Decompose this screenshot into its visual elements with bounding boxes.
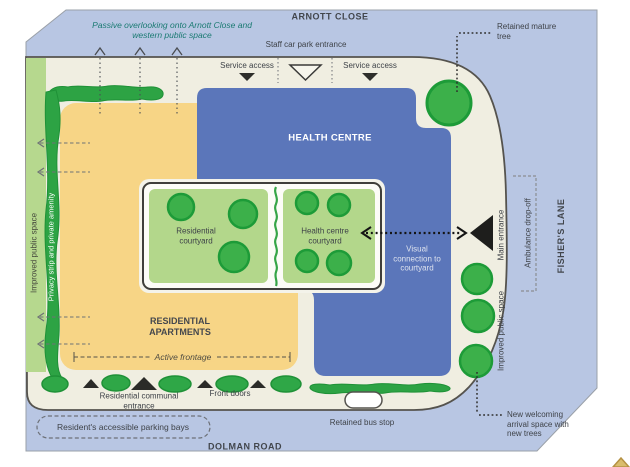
- bus-stop-layby: [345, 392, 382, 408]
- health-centre-title: HEALTH CENTRE: [288, 132, 372, 144]
- retained-mature-tree-label: Retained mature tree: [497, 22, 557, 41]
- health-centre-courtyard-label: Health centre courtyard: [301, 226, 349, 245]
- visual-connection-label: Visual connection to courtyard: [393, 244, 441, 273]
- tree-icon: [328, 194, 350, 216]
- tree-icon: [460, 345, 492, 377]
- improved-public-space-label-left: Improved public space: [29, 212, 39, 294]
- service-access-label-right: Service access: [343, 61, 397, 71]
- residential-apartments-title: RESIDENTIAL APARTMENTS: [149, 316, 211, 337]
- bush-icon: [102, 375, 130, 391]
- service-access-label-left: Service access: [220, 61, 274, 71]
- privacy-hedge-top: [49, 86, 163, 102]
- tree-icon: [327, 251, 351, 275]
- arrival-trees: [460, 264, 494, 377]
- front-doors-label: Front doors: [209, 389, 251, 399]
- parking-bays-label: Resident's accessible parking bays: [56, 421, 190, 432]
- residential-communal-entrance-label: Residential communal entrance: [99, 391, 179, 410]
- road-label-arnott-close: ARNOTT CLOSE: [291, 11, 369, 22]
- improved-public-space-label-right: Improved public space: [496, 290, 506, 372]
- main-entrance-label: Main entrance: [496, 209, 506, 261]
- retained-mature-tree-icon: [427, 81, 471, 125]
- staff-car-park-entrance-label: Staff car park entrance: [265, 40, 347, 50]
- new-arrival-space-label: New welcoming arrival space with new trees: [507, 410, 569, 439]
- tree-icon: [462, 300, 494, 332]
- tree-icon: [219, 242, 249, 272]
- bush-icon: [42, 376, 68, 392]
- active-frontage-label: Active frontage: [151, 352, 216, 362]
- road-label-dolman-road: DOLMAN ROAD: [208, 441, 282, 452]
- privacy-strip-label: Privacy strip and private amenity: [46, 192, 56, 302]
- tree-icon: [296, 250, 318, 272]
- tree-icon: [229, 200, 257, 228]
- tree-icon: [168, 194, 194, 220]
- passive-overlooking-note: Passive overlooking onto Arnott Close and western public space: [92, 19, 252, 40]
- retained-bus-stop-label: Retained bus stop: [329, 418, 395, 428]
- road-label-fishers-lane: FISHER'S LANE: [556, 198, 566, 274]
- ambulance-dropoff-label: Ambulance drop-off: [523, 198, 533, 268]
- tree-icon: [296, 192, 318, 214]
- residential-courtyard-label: Residential courtyard: [176, 226, 216, 245]
- bush-icon: [159, 376, 191, 392]
- bush-icon: [271, 376, 301, 392]
- north-arrow-icon: [613, 458, 629, 467]
- tree-icon: [462, 264, 492, 294]
